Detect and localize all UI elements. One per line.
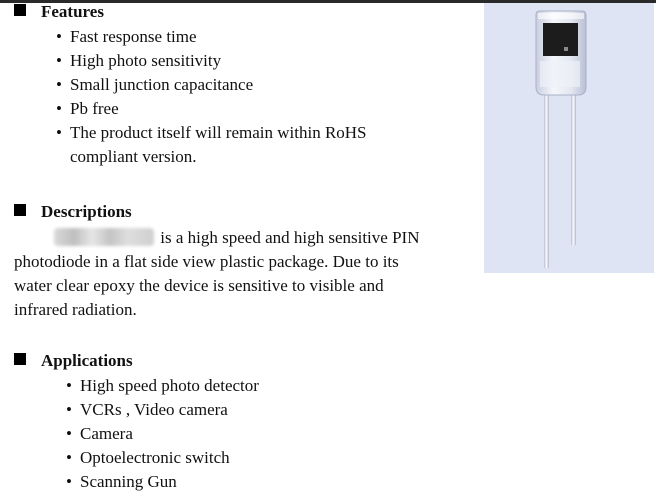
description-line-3: water clear epoxy the device is sensitive to visible and (14, 276, 384, 295)
photodiode-icon (484, 3, 654, 273)
features-heading: Features (14, 2, 104, 22)
list-item: • Scanning Gun (66, 470, 259, 494)
list-item: • High photo sensitivity (56, 49, 430, 73)
descriptions-heading: Descriptions (14, 202, 132, 222)
list-item: • High speed photo detector (66, 374, 259, 398)
list-item: • Fast response time (56, 25, 430, 49)
list-item: • Camera (66, 422, 259, 446)
square-bullet-icon (14, 353, 26, 365)
applications-list (66, 374, 259, 494)
description-line-2: photodiode in a flat side view plastic package. Due to its (14, 252, 399, 271)
list-item: • The product itself will remain within RoHS compliant version. (56, 121, 430, 169)
applications-heading: Applications (14, 351, 133, 371)
list-item: • Small junction capacitance (56, 73, 430, 97)
list-item: • Optoelectronic switch (66, 446, 259, 470)
product-photo (484, 3, 654, 273)
description-line-4: infrared radiation. (14, 300, 137, 319)
description-paragraph (14, 226, 419, 322)
description-line-1: is a high speed and high sensitive PIN (14, 226, 419, 250)
blurred-product-name (54, 228, 154, 246)
list-item: • VCRs , Video camera (66, 398, 259, 422)
square-bullet-icon (14, 4, 26, 16)
list-item: • Pb free (56, 97, 430, 121)
square-bullet-icon (14, 204, 26, 216)
features-list (56, 25, 430, 169)
